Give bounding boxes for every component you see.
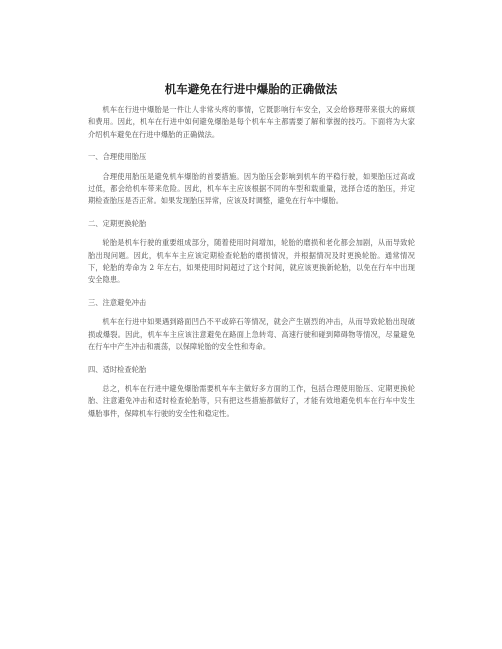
section-heading-3: 三、注意避免冲击	[88, 297, 147, 307]
paragraph-section-2: 轮胎是机车行驶的重要组成部分，随着使用时间增加，轮胎的磨损和老化都会加剧，从而导致轮胎出现问题。因此，机车车主应该定期检查轮胎的磨损情况，并根据情况及时更换轮胎。通常情况下，轮胎的寿命为 2 年左右，如果使用时间超过了这个时间，就应该更换新轮胎，以免在行车中出现安全隐患。	[88, 238, 415, 285]
section-heading-4: 四、适时检查轮胎	[88, 364, 147, 374]
document-body	[88, 104, 415, 430]
paragraph-section-3: 机车在行进中如果遇到路面凹凸不平或碎石等情况，就会产生剧烈的冲击，从而导致轮胎出现破损或爆裂。因此，机车车主应该注意避免在路面上急转弯、高速行驶和碰到障碍物等情况，尽量避免在行车中产生冲击和震荡，以保障轮胎的安全性和寿命。	[88, 317, 415, 352]
document-title: 机车避免在行进中爆胎的正确做法	[164, 82, 338, 96]
paragraph-section-1: 合理使用胎压是避免机车爆胎的首要措施。因为胎压会影响到机车的平稳行驶，如果胎压过高或过低，都会给机车带来危险。因此，机车车主应该根据不同的车型和载重量，选择合适的胎压，并定期检查胎压是否正常。如果发现胎压异常，应该及时调整，避免在行车中爆胎。	[88, 171, 415, 206]
paragraph-intro: 机车在行进中爆胎是一件让人非常头疼的事情，它既影响行车安全，又会给修理带来很大的麻烦和费用。因此，机车在行进中如何避免爆胎是每个机车车主都需要了解和掌握的技巧。下面将为大家介绍机车避免在行进中爆胎的正确做法。	[88, 105, 415, 139]
section-heading-1: 一、合理使用胎压	[88, 152, 147, 162]
section-heading-2: 二、定期更换轮胎	[88, 218, 147, 228]
paragraph-conclusion: 总之，机车在行进中避免爆胎需要机车车主做好多方面的工作，包括合理使用胎压、定期更换轮胎、注意避免冲击和适时检查轮胎等，只有把这些措施都做好了，才能有效地避免机车在行车中发生爆胎事件，保障机车行驶的安全性和稳定性。	[88, 383, 415, 418]
